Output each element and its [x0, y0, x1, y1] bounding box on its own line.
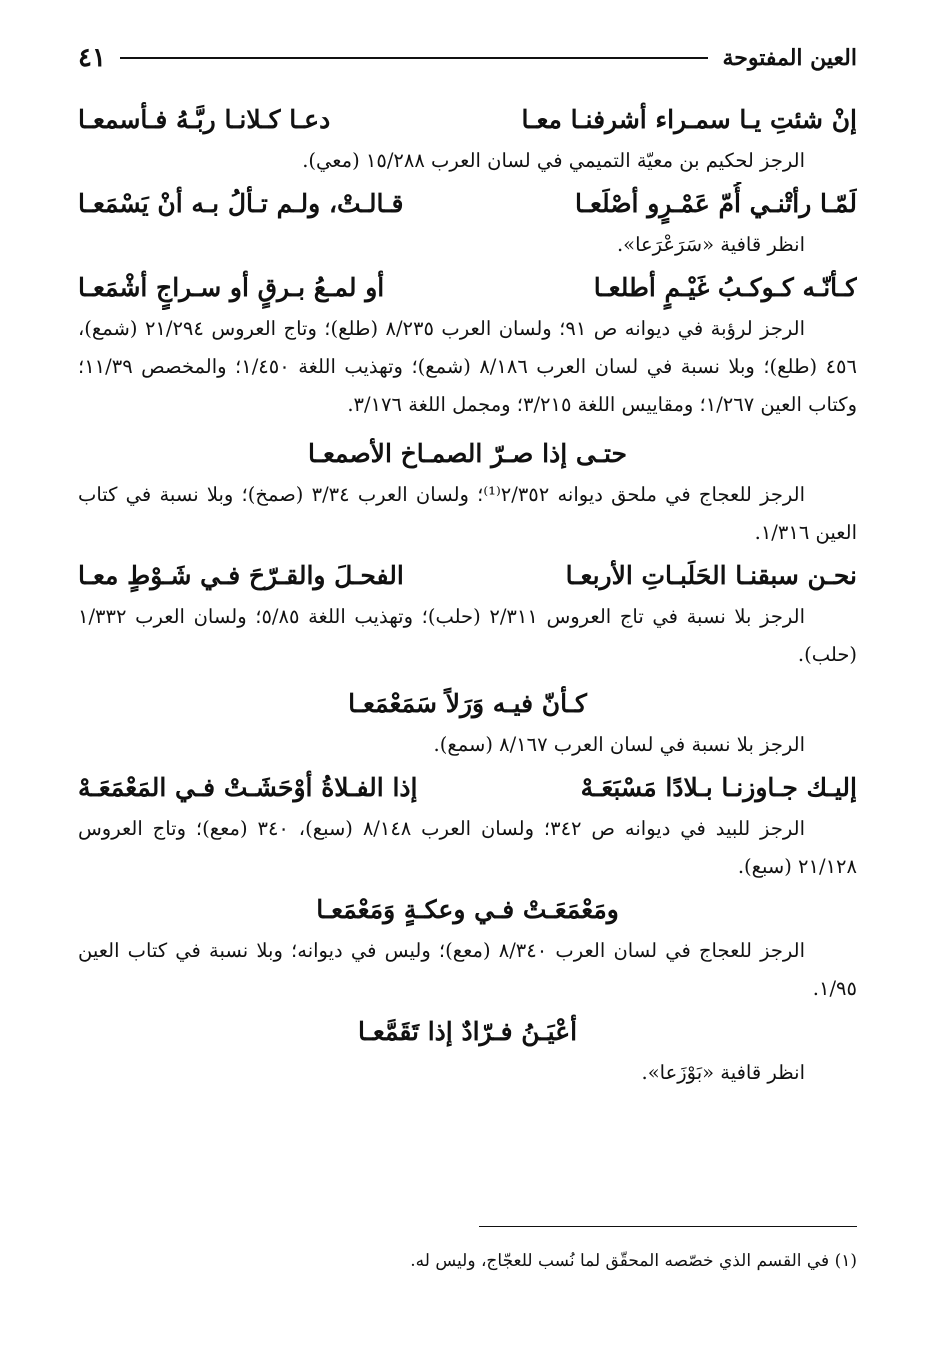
verse-first-hemistich: كـأنّـه كـوكـبُ غَيْـمٍ أطلعـا: [593, 273, 857, 302]
citation-note: الرجز لرؤبة في ديوانه ص ٩١؛ ولسان العرب ٨/٢٣٥ (طلع)؛ وتاج العروس ٢١/٢٩٤ (شمع)، ٤٥٦ (طلع)؛ وبلا نسبة في لسان العرب ٨/١٨٦ (شمع)؛ وتهذيب اللغة ١/٤٥٠؛ والمخصص ١١/٣٩؛ وكتاب العين ١/٢٦٧؛ ومقاييس اللغة ٣/٢١٥؛ ومجمل اللغة ٣/١٧٦.: [78, 317, 857, 416]
page-number: ٤١: [78, 43, 106, 73]
verse-second-hemistich: أو لمـعُ بـرقٍ أو سـراجٍ أشْمَعـا: [78, 273, 385, 302]
verse-second-hemistich: قـالـتْ، ولـم تـألُ بـه أنْ يَسْمَعـا: [78, 189, 404, 218]
verse-hemistich: ومَعْمَعَـتْ فـي وعكـةٍ وَمَعْمَعـا: [316, 895, 619, 924]
verse-line-centered: [78, 432, 857, 476]
verse-line: [78, 98, 857, 142]
verse-first-hemistich: لَمّـا رأتْنـي أُمّ عَمْـرٍو أصْلَعـا: [575, 189, 857, 218]
citation-note: الرجز للعجاج في ملحق ديوانه ٢/٣٥٢⁽¹⁾؛ ولسان العرب ٣/٣٤ (صمخ)؛ وبلا نسبة في كتاب العين ١/٣١٦.: [78, 483, 857, 544]
verse-line-centered: [78, 888, 857, 932]
verse-first-hemistich: إنْ شئتِ يـا سمـراء أشرفنـا معـا: [521, 105, 857, 134]
header-rule: [120, 57, 709, 59]
citation-note: الرجز بلا نسبة في لسان العرب ٨/١٦٧ (سمع).: [433, 733, 805, 756]
verse-line: [78, 266, 857, 310]
verse-hemistich: كـأنّ فيـه وَرَلاً سَمَعْمَعـا: [348, 689, 587, 718]
page-body: [78, 98, 857, 1094]
verse-second-hemistich: دعـا كـلانـا ربَّـهُ فـأسمعـا: [78, 105, 331, 134]
verse-hemistich: حتـى إذا صـرّ الصمـاخ الأصمعـا: [308, 439, 628, 468]
verse-first-hemistich: إليـك جـاوزنـا بـلادًا مَسْبَعَـهْ: [580, 773, 857, 802]
page-header: [78, 38, 857, 78]
citation-note: الرجز للبيد في ديوانه ص ٣٤٢؛ ولسان العرب ٨/١٤٨ (سبع)، ٣٤٠ (معع)؛ وتاج العروس ٢١/١٢٨ (سبع).: [78, 817, 857, 878]
verse-hemistich: أعْيَـنُ فـرّادٌ إذا تَقَمَّعـا: [357, 1017, 578, 1046]
verse-line: [78, 554, 857, 598]
verse-second-hemistich: إذا الفـلاةُ أوْحَشَـتْ فـي المَعْمَعَـهْ: [78, 773, 418, 802]
citation-note: انظر قافية «بَوْزَعا».: [641, 1061, 805, 1084]
verse-line-centered: [78, 1010, 857, 1054]
footnote: (١) في القسم الذي خصّصه المحقّق لما نُسب للعجّاج، وليس له.: [410, 1251, 857, 1271]
footnote-rule: [479, 1226, 857, 1227]
citation-note: الرجز لحكيم بن معيّة التميمي في لسان العرب ١٥/٢٨٨ (معي).: [302, 149, 805, 172]
verse-line: [78, 766, 857, 810]
verse-line-centered: [78, 682, 857, 726]
citation-note: الرجز للعجاج في لسان العرب ٨/٣٤٠ (معع)؛ وليس في ديوانه؛ وبلا نسبة في كتاب العين ١/٩٥.: [78, 939, 857, 1000]
verse-second-hemistich: الفحـلَ والقـرّحَ فـي شَـوْطٍ معـا: [78, 561, 404, 590]
verse-first-hemistich: نحـن سبقنـا الحَلَبـاتِ الأربعـا: [565, 561, 857, 590]
running-title: العين المفتوحة: [722, 45, 857, 71]
citation-note: الرجز بلا نسبة في تاج العروس ٢/٣١١ (حلب)؛ وتهذيب اللغة ٥/٨٥؛ ولسان العرب ١/٣٣٢ (حلب).: [78, 605, 857, 666]
verse-line: [78, 182, 857, 226]
citation-note: انظر قافية «سَرَعْرَعا».: [616, 233, 805, 256]
